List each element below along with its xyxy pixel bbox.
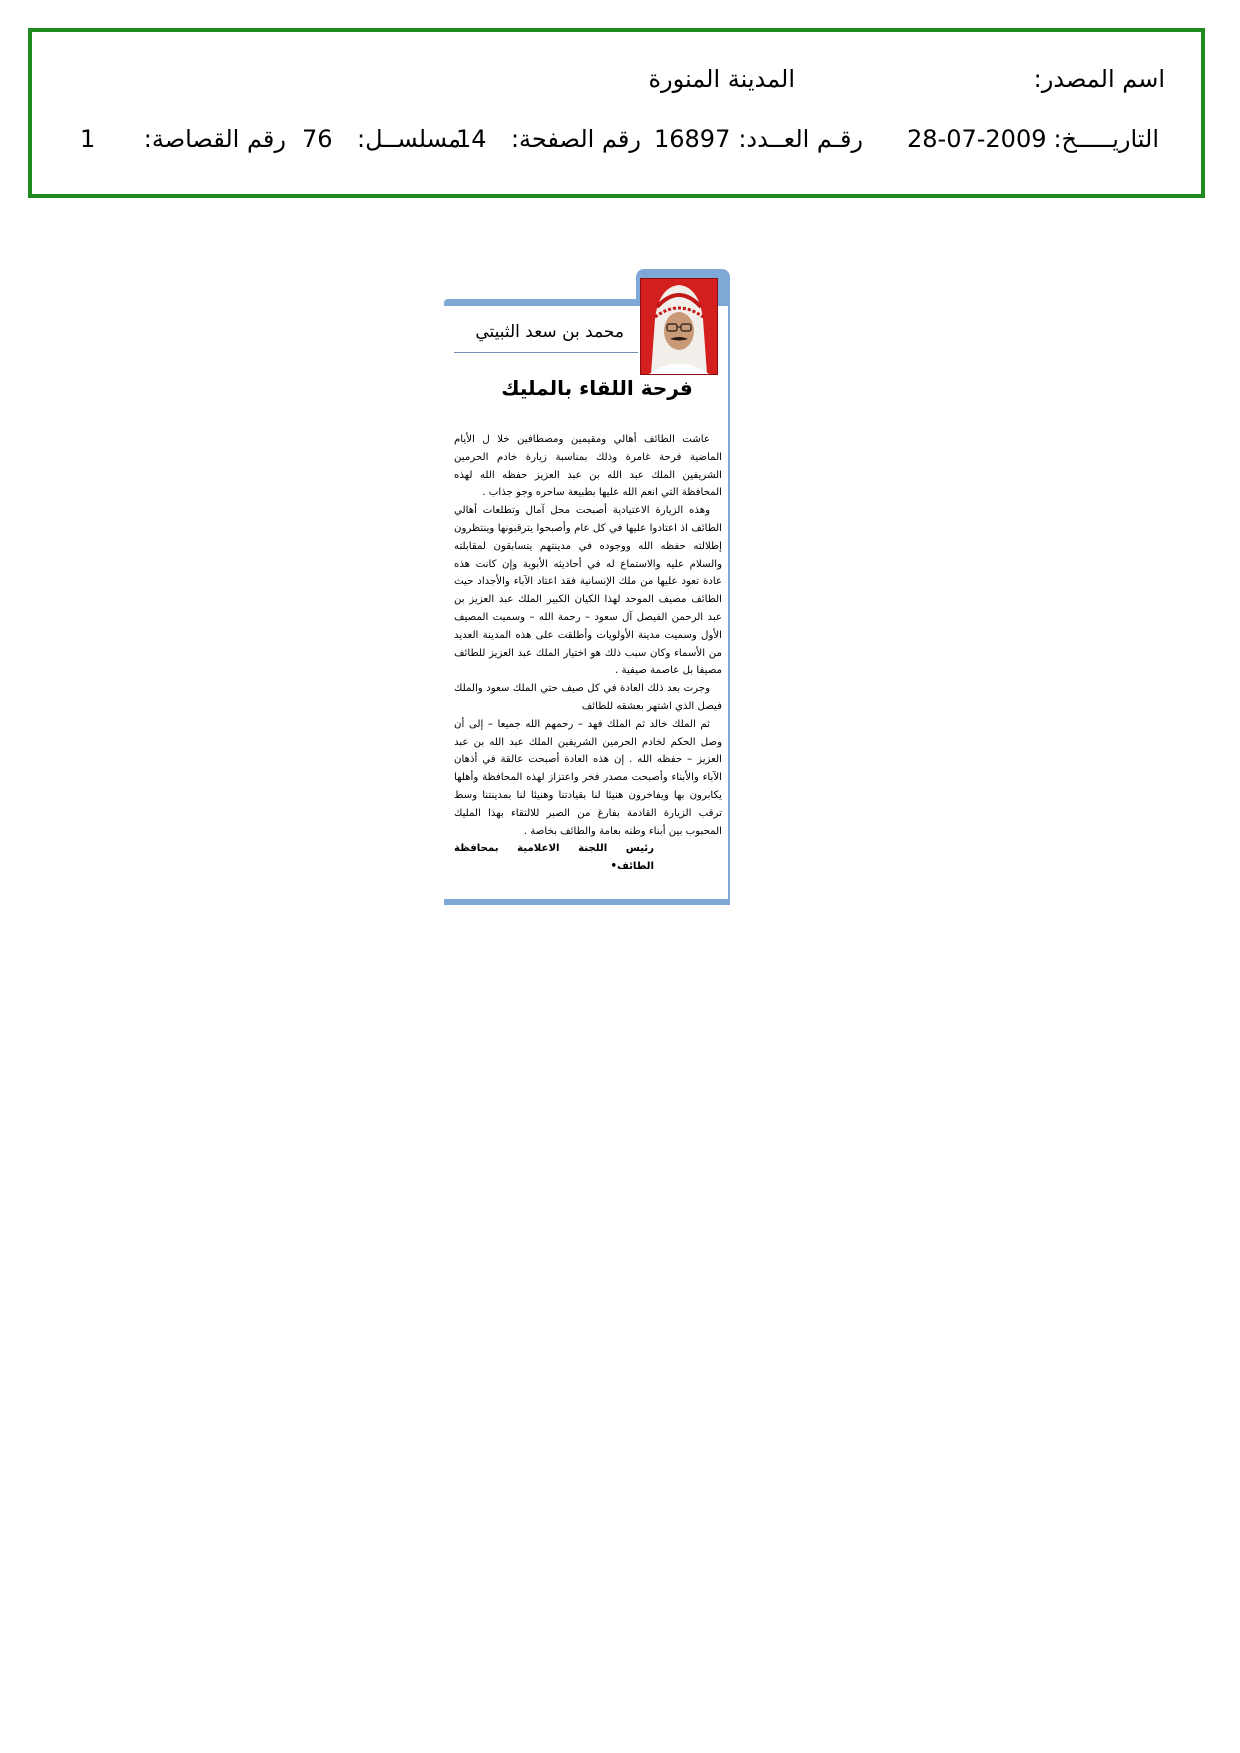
serial-value: 76 [302, 125, 333, 153]
source-label: اسم المصدر: [1033, 65, 1165, 93]
article-paragraph: وهذه الزيارة الاعتيادية أصبحت محل آمال وتطلعات أهالي الطائف اذ اعتادوا عليها في كل عام وأصبحوا يترقبونها وينتظرون إطلالته حفظه الله ووجوده في مدينتهم يتسابقون لمقابلته والسلام عليه والاستماع له في أحاديثه الأبوية وإن كانت هذه عادة تعود عليها من ملك الإنسانية فقد اعتاد الآباء والأجداد حيث الطائف مصيف الموحد لهذا الكيان الكبير الملك عبد العزيز بن عبد الرحمن الفيصل آل سعود – رحمة الله – وسميت المصيف الأول وسميت مدينة الأولويات وأطلقت على هذه المدينة العديد من الأسماء وكان سبب ذلك هو اختيار الملك عبد العزيز للطائف مصيفا بل عاصمة صيفية . [454, 505, 722, 677]
card-bottom-bar [444, 899, 730, 905]
author-byline: محمد بن سعد الثبيتي [475, 322, 624, 342]
article-paragraph: ثم الملك خالد ثم الملك فهد – رحمهم الله جميعا – إلى أن وصل الحكم لخادم الحرمين الشريفين الملك عبد الله بن عبد العزيز – حفظه الله . إن هذه العادة أصبحت عالقة في أذهان الآباء والأبناء وأصبحت مصدر فخر واعتزاز لهذه المحافظة وأهلها يكابرون بها ويفاخرون هنيئا لنا بقيادتنا وهنيئا لنا بمدينتنا وسط ترقب الزيارة القادمة بفارغ من الصبر للالتقاء بهذا المليك المحبوب بين أبناء وطنه بعامة والطائف بخاصة . [454, 718, 722, 837]
article-paragraph: عاشت الطائف أهالي ومقيمين ومصطافين خلا ل الأيام الماضية فرحة غامرة وذلك بمناسبة زيارة خادم الحرمين الشريفين الملك عبد الله بن عبد العزيز حفظه الله لهذه المحافظة التي انعم الله عليها بطبيعة ساحره وجو جذاب . [454, 434, 722, 499]
article-paragraph: وجرت بعد ذلك العادة في كل صيف حتي الملك سعود والملك فيصل الذي اشتهر بعشقه للطائف [454, 683, 722, 712]
page-label: رقم الصفحة: [510, 125, 641, 153]
serial-label: مسلســل: [357, 125, 461, 153]
page-value: 14 [456, 125, 487, 153]
author-photo [640, 278, 718, 375]
byline-divider [454, 352, 638, 353]
issue-label: رقـم العــدد: [738, 125, 863, 153]
clipping-info-box [28, 28, 1205, 198]
author-signature: رئيس اللجنة الاعلامية بمحافظة الطائف• [454, 843, 654, 873]
clipping-label: رقم القصاصة: [143, 125, 286, 153]
date-value: 28-07-2009 [907, 125, 1047, 153]
issue-value: 16897 [654, 125, 731, 153]
clipping-value: 1 [80, 125, 96, 153]
date-label: التاريـــــخ: [1053, 125, 1159, 153]
article-headline: فرحة اللقاء بالمليك [501, 376, 693, 400]
author-portrait-icon [641, 279, 717, 374]
source-value: المدينة المنورة [648, 65, 795, 93]
article-clipping [444, 269, 730, 905]
article-body [454, 431, 722, 876]
